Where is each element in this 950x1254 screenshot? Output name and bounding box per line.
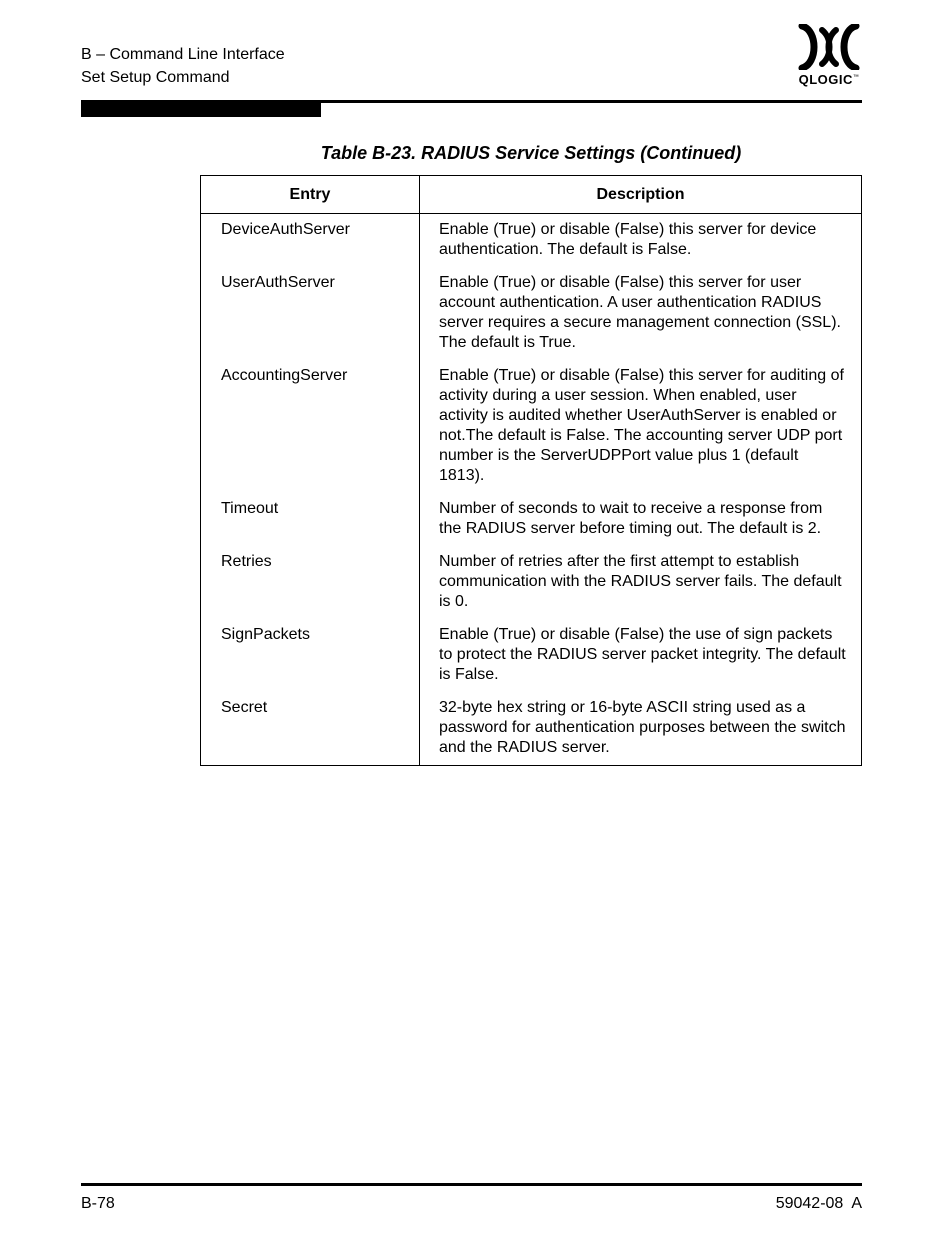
running-header [81, 43, 285, 89]
entry-cell: Retries [201, 552, 420, 625]
table-row [201, 366, 862, 499]
table-row [201, 273, 862, 366]
description-cell: 32-byte hex string or 16-byte ASCII string used as a password for authentication purposes between the switch and the RADIUS server. [439, 699, 846, 756]
entry-cell: SignPackets [201, 625, 420, 698]
table-row [201, 552, 862, 625]
table-header-row [201, 176, 862, 214]
description-cell: Enable (True) or disable (False) this server for auditing of activity during a user session. When enabled, user activity is audited whether UserAuthServer is enabled or not.The default is False. The accounting server UDP port number is the ServerUDPPort value plus 1 (default 1813). [439, 367, 844, 484]
entry-cell: DeviceAuthServer [201, 214, 420, 274]
chapter-title: B – Command Line Interface [81, 46, 285, 63]
description-cell: Enable (True) or disable (False) this server for user account authentication. A user authentication RADIUS server requires a secure management connection (SSL). The default is True. [439, 274, 841, 351]
logo-wordmark: QLOGIC™ [798, 72, 860, 87]
entry-cell: AccountingServer [201, 366, 420, 499]
entry-cell: UserAuthServer [201, 273, 420, 366]
footer-rule [81, 1183, 862, 1186]
document-number: 59042-08 A [775, 1195, 862, 1212]
table-row [201, 499, 862, 552]
description-cell: Enable (True) or disable (False) the use of sign packets to protect the RADIUS server packet integrity. The default is False. [439, 626, 846, 683]
qlogic-logo [795, 24, 863, 90]
table-row [201, 698, 862, 766]
entry-cell: Timeout [201, 499, 420, 552]
qlogic-mark-icon [796, 24, 862, 70]
table-title: Table B-23. RADIUS Service Settings (Continued) [320, 143, 742, 163]
column-header-entry: Entry [201, 176, 420, 214]
radius-settings-table [200, 175, 862, 766]
column-header-description: Description [420, 176, 862, 214]
description-cell: Number of seconds to wait to receive a response from the RADIUS server before timing out. The default is 2. [439, 500, 823, 537]
table-row [201, 625, 862, 698]
description-cell: Enable (True) or disable (False) this server for device authentication. The default is False. [439, 221, 817, 258]
table-row [201, 214, 862, 274]
description-cell: Number of retries after the first attempt to establish communication with the RADIUS server fails. The default is 0. [439, 553, 842, 610]
page-number: B-78 [81, 1195, 115, 1212]
header-rule-bar [81, 103, 321, 117]
entry-cell: Secret [201, 698, 420, 766]
section-title: Set Setup Command [81, 69, 230, 86]
